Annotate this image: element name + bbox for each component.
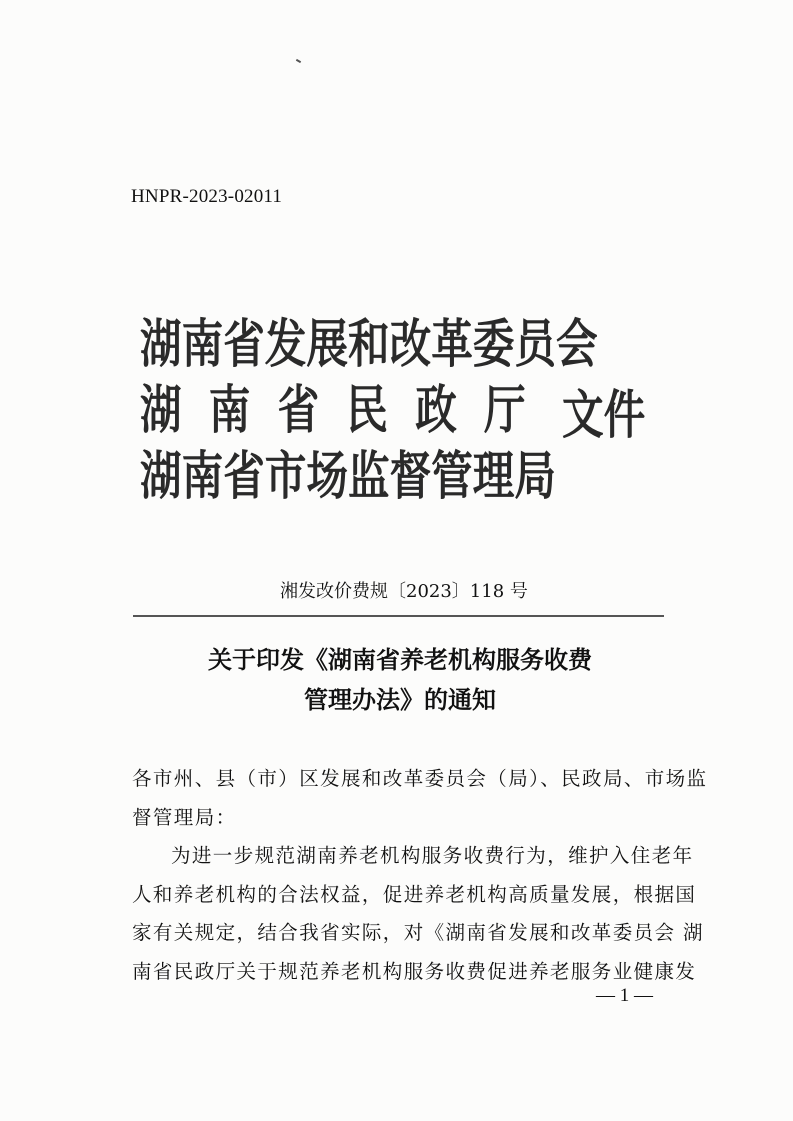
document-header-suffix: 文件 [562,386,646,446]
issuer-civil-affairs-department: 湖南省民政厅 [140,381,553,441]
title-line: 管理办法》的通知 [304,686,496,714]
document-body [132,760,708,991]
header-divider [133,615,664,617]
paragraph-line: 南省民政厅关于规范养老机构服务收费促进养老服务业健康发 [132,959,697,983]
paragraph-line: 为进一步规范湖南养老机构服务收费行为，维护入住老年 [171,844,694,867]
document-number: 湘发改价费规〔2023〕118 号 [280,581,528,602]
issuer-market-supervision-bureau: 湖南省市场监督管理局 [140,447,557,507]
document-code: HNPR-2023-02011 [131,186,283,207]
issuer-development-reform-commission: 湖南省发展和改革委员会 [140,315,598,375]
page-number: — 1 — [596,985,653,1006]
paragraph-line: 家有关规定，结合我省实际，对《湖南省发展和改革委员会 湖 [132,921,704,944]
addressee-line: 督管理局： [132,805,237,829]
document-title [150,640,650,720]
addressee-line: 各市州、县（市）区发展和改革委员会（局）、民政局、市场监 [132,767,708,790]
title-line: 关于印发《湖南省养老机构服务收费 [208,646,592,674]
paragraph-line: 人和养老机构的合法权益，促进养老机构高质量发展，根据国 [132,882,697,906]
scan-mark [296,59,301,63]
